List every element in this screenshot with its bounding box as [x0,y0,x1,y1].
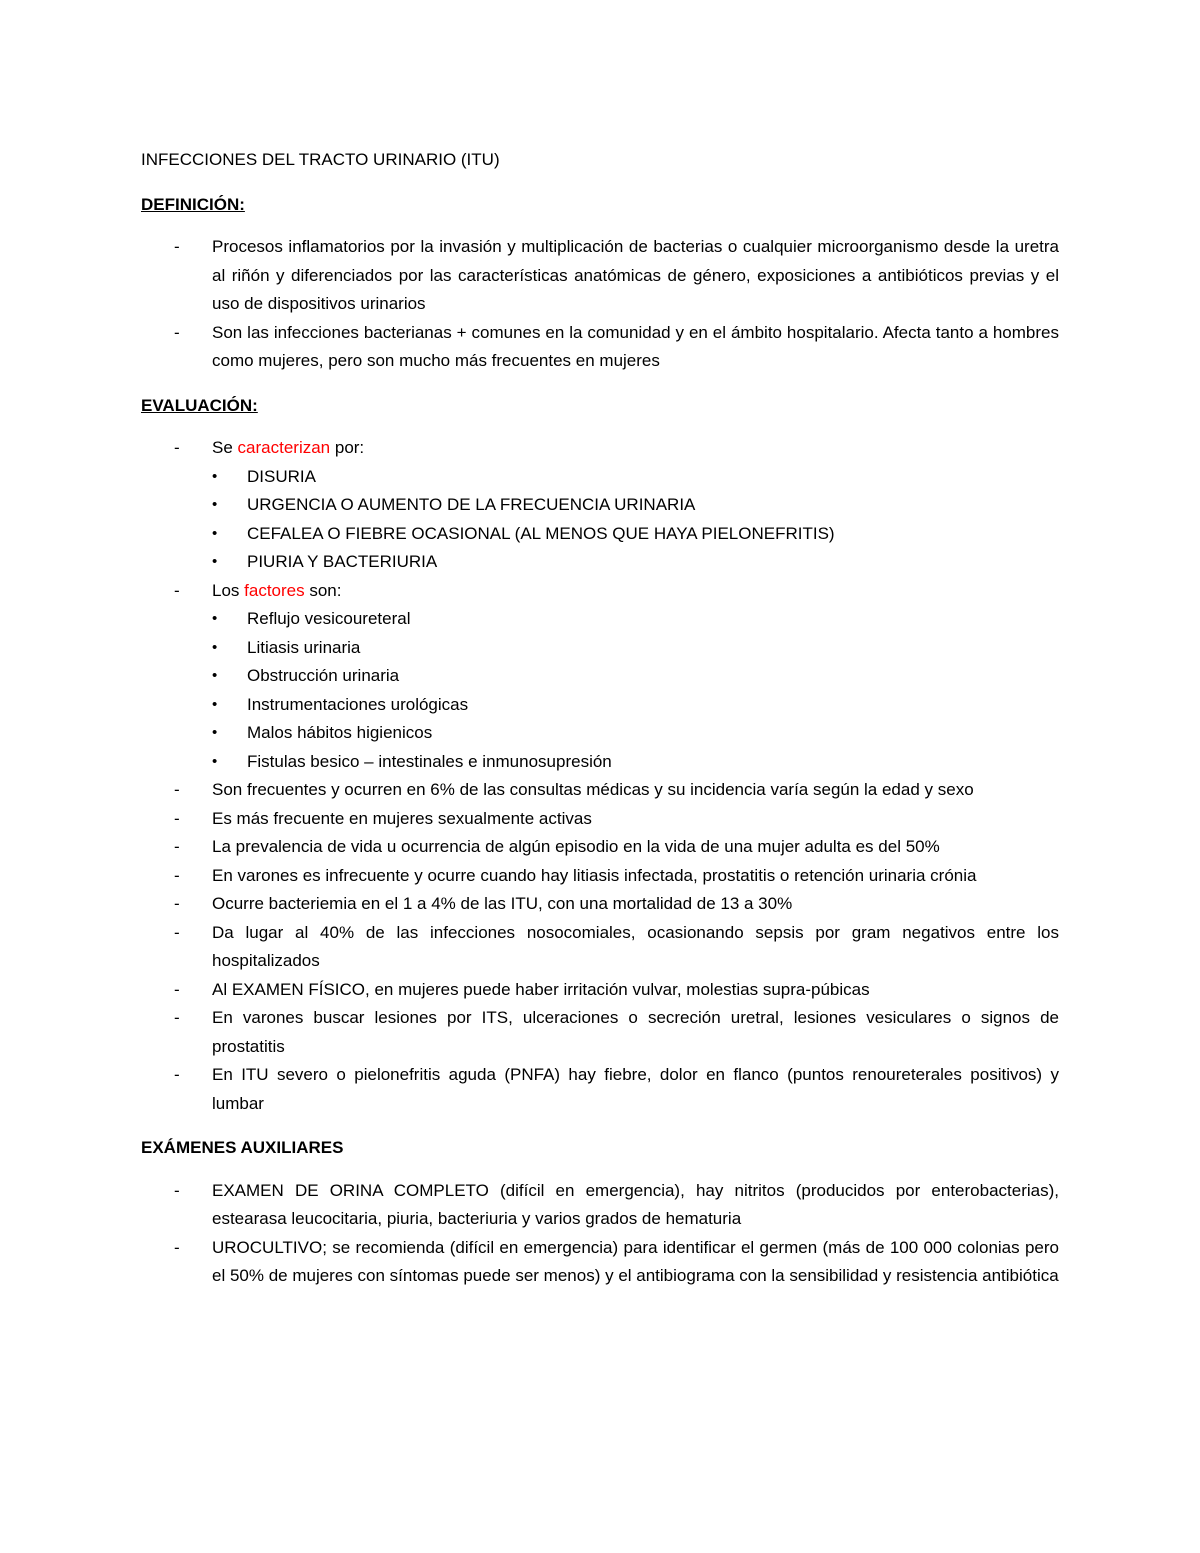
heading-definicion: DEFINICIÓN: [141,194,245,214]
bullet-dot: • [212,638,218,656]
factores-after: son: [304,580,342,600]
dash-marker: - [174,894,180,913]
bullet-text: Litiasis urinaria [247,637,361,657]
dash-marker: - [174,1008,180,1027]
bullet-text: PIURIA Y BACTERIURIA [247,552,438,571]
list-item [141,890,1059,919]
bullet-dot: • [212,496,218,513]
bullet-dot: • [212,724,218,741]
bullet-text: Malos hábitos higienicos [247,723,433,742]
list-item-text: Son las infecciones bacterianas + comunes en la comunidad y en el ámbito hospitalario. Afecta tanto a hombres como mujeres, pero son mucho más frecuentes en mujeres [212,322,1059,370]
list-item-text: Son frecuentes y ocurren en 6% de las consultas médicas y su incidencia varía según la edad y sexo [212,780,974,799]
list-item-text: La prevalencia de vida u ocurrencia de algún episodio en la vida de una mujer adulta es del 50% [212,837,940,856]
dash-marker: - [174,1065,180,1084]
bullet-item [212,719,1059,748]
caracterizan-after: por: [330,438,365,457]
factores-bullets [212,605,1059,776]
dash-marker: - [174,780,180,799]
list-item-text: UROCULTIVO; se recomienda (difícil en emergencia) para identificar el germen (más de 100 000 colonias pero el 50% de mujeres con síntomas puede ser menos) y el antibiograma con la sensibilidad y resistencia antibiótica [212,1237,1059,1285]
bullet-dot: • [212,553,218,570]
bullet-dot: • [212,695,218,713]
list-item-text: En varones es infrecuente y ocurre cuando hay litiasis infectada, prostatitis o retención urinaria crónia [212,865,977,885]
list-item-caracterizan [141,434,1059,577]
caracterizan-highlight: caracterizan [237,438,331,457]
bullet-dot: • [212,667,218,684]
dash-marker: - [174,438,180,457]
bullet-dot: • [212,467,218,485]
bullet-item [212,605,1059,634]
list-item-text: Ocurre bacteriemia en el 1 a 4% de las ITU, con una mortalidad de 13 a 30% [212,894,793,913]
list-item [141,319,1059,376]
bullet-text: Reflujo vesicoureteral [247,609,411,628]
document-page [141,146,1059,1307]
bullet-item [212,662,1059,691]
list-item-text: Procesos inflamatorios por la invasión y multiplicación de bacterias o cualquier microorganismo desde la uretra al riñón y diferenciados por las características anatómicas de género, exposiciones a antibióticos previas y el uso de dispositivos urinarios [212,237,1059,313]
dash-marker: - [174,1237,180,1257]
bullet-text: URGENCIA O AUMENTO DE LA FRECUENCIA URINARIA [247,495,696,514]
list-item-text: EXAMEN DE ORINA COMPLETO (difícil en emergencia), hay nitritos (producidos por enterobacterias), estearasa leucocitaria, piuria, bacteriuria y varios grados de hematuria [212,1180,1059,1228]
factores-before: Los [212,580,245,600]
dash-marker: - [174,1180,180,1200]
list-item [141,805,1059,834]
bullet-text: Obstrucción urinaria [247,666,400,685]
list-item [141,233,1059,319]
dash-marker: - [174,808,180,828]
bullet-item [212,634,1059,663]
list-item [141,833,1059,862]
bullet-dot: • [212,610,218,627]
bullet-item [212,463,1059,492]
list-item [141,1004,1059,1061]
bullet-text: CEFALEA O FIEBRE OCASIONAL (AL MENOS QUE HAYA PIELONEFRITIS) [247,523,835,543]
bullet-item [212,748,1059,777]
list-item [141,976,1059,1005]
dash-marker: - [174,322,180,342]
examenes-list [141,1177,1059,1291]
list-item-text: Da lugar al 40% de las infecciones nosocomiales, ocasionando sepsis por gram negativos entre los hospitalizados [212,922,1059,970]
bullet-dot: • [212,752,218,770]
list-item-factores [141,577,1059,777]
caracterizan-before: Se [212,438,238,457]
dash-marker: - [174,580,180,600]
heading-examenes-auxiliares: EXÁMENES AUXILIARES [141,1138,344,1157]
dash-marker: - [174,979,180,999]
list-item [141,776,1059,805]
bullet-item [212,691,1059,720]
sintomas-bullets [212,463,1059,577]
list-item [141,1234,1059,1291]
bullet-dot: • [212,524,218,542]
bullet-text: DISURIA [247,466,316,486]
bullet-text: Fistulas besico – intestinales e inmunosupresión [247,751,612,771]
list-item-text: En ITU severo o pielonefritis aguda (PNFA) hay fiebre, dolor en flanco (puntos renoureterales positivos) y lumbar [212,1065,1059,1113]
list-item-text: Es más frecuente en mujeres sexualmente activas [212,808,592,828]
factores-highlight: factores [244,580,305,600]
dash-marker: - [174,237,180,256]
list-item [141,919,1059,976]
list-item [141,862,1059,891]
document-title: INFECCIONES DEL TRACTO URINARIO (ITU) [141,150,500,169]
list-item [141,1061,1059,1118]
list-item-text: Al EXAMEN FÍSICO, en mujeres puede haber irritación vulvar, molestias supra-púbicas [212,979,870,999]
dash-marker: - [174,922,180,942]
evaluacion-list [141,434,1059,1118]
list-item [141,1177,1059,1234]
bullet-item [212,491,1059,520]
dash-marker: - [174,837,180,856]
bullet-item [212,548,1059,577]
list-item-text: En varones buscar lesiones por ITS, ulceraciones o secreción uretral, lesiones vesiculares o signos de prostatitis [212,1008,1059,1056]
dash-marker: - [174,865,180,885]
definicion-list [141,233,1059,376]
bullet-text: Instrumentaciones urológicas [247,694,469,714]
bullet-item [212,520,1059,549]
heading-evaluacion: EVALUACIÓN: [141,395,258,415]
